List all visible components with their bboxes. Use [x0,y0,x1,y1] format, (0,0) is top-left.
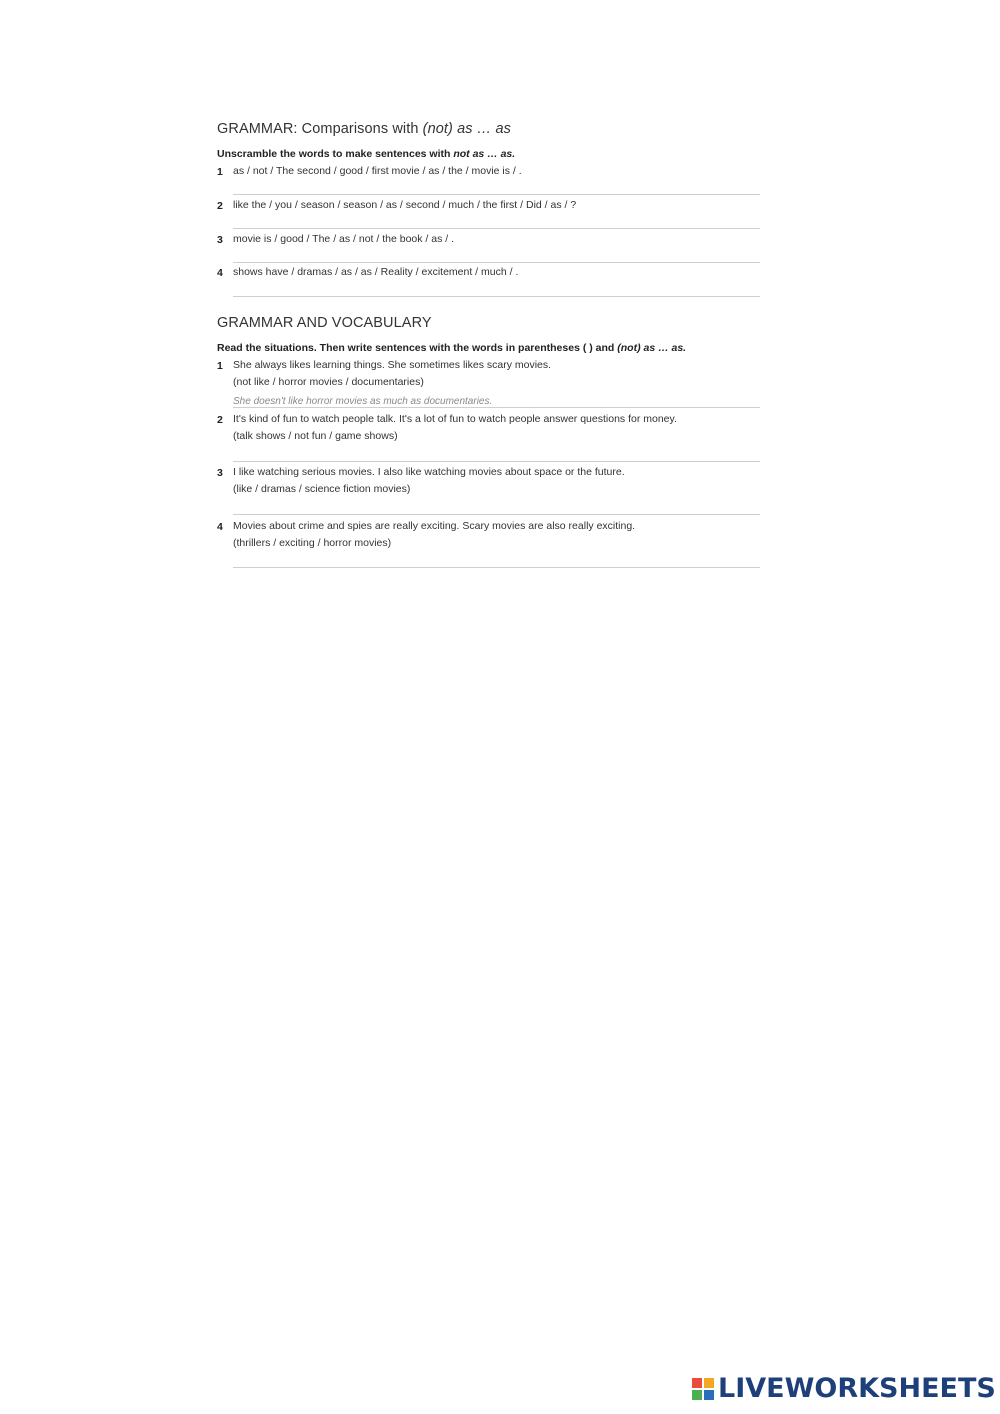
section-2-instruction [217,342,686,354]
s1-item-2-answer-line[interactable] [233,228,760,229]
liveworksheets-wordmark: LIVEWORKSHEETS [718,1373,996,1404]
s2-item-1-number: 1 [217,360,223,372]
s1-item-3-number: 3 [217,234,223,246]
s2-item-3-prompt: (like / dramas / science fiction movies) [233,483,411,495]
s2-item-4-answer-line[interactable] [233,567,760,568]
logo-square-1 [692,1378,702,1388]
liveworksheets-logo-icon [692,1378,714,1400]
logo-square-2 [704,1378,714,1388]
s1-item-4-answer-line[interactable] [233,296,760,297]
logo-square-3 [692,1390,702,1400]
s2-item-3-answer-line[interactable] [233,514,760,515]
s2-item-1-answer-line [233,407,760,408]
section-1-instruction-italic: not as … as. [453,148,516,160]
s1-item-2-text: like the / you / season / season / as / second / much / the first / Did / as / ? [233,199,577,211]
section-2-title: GRAMMAR AND VOCABULARY [217,315,432,331]
s1-item-2-number: 2 [217,200,223,212]
s1-item-4-number: 4 [217,267,223,279]
section-1-instruction [217,148,515,160]
s2-item-2-answer-line[interactable] [233,461,760,462]
s2-item-1-prompt: (not like / horror movies / documentaries) [233,376,424,388]
s1-item-4-text: shows have / dramas / as / as / Reality / excitement / much / . [233,266,519,278]
s1-item-3-answer-line[interactable] [233,262,760,263]
s2-item-2-situation: It's kind of fun to watch people talk. It's a lot of fun to watch people answer questions for money. [233,413,677,425]
s2-item-4-number: 4 [217,521,223,533]
section-1-title [217,121,511,137]
s1-item-1-text: as / not / The second / good / first movie / as / the / movie is / . [233,165,522,177]
s2-item-1-example-answer: She doesn't like horror movies as much as documentaries. [233,396,493,407]
s1-item-3-text: movie is / good / The / as / not / the book / as / . [233,233,455,245]
s2-item-3-situation: I like watching serious movies. I also like watching movies about space or the future. [233,466,625,478]
logo-square-4 [704,1390,714,1400]
section-1-title-main: GRAMMAR: Comparisons with [217,121,423,137]
s2-item-4-situation: Movies about crime and spies are really exciting. Scary movies are also really exciting. [233,520,636,532]
s1-item-1-number: 1 [217,166,223,178]
s2-item-2-prompt: (talk shows / not fun / game shows) [233,430,398,442]
s1-item-1-answer-line[interactable] [233,194,760,195]
s2-item-1-situation: She always likes learning things. She sometimes likes scary movies. [233,359,552,371]
s2-item-2-number: 2 [217,414,223,426]
s2-item-3-number: 3 [217,467,223,479]
section-1-title-italic: (not) as … as [422,121,511,137]
section-1-instruction-main: Unscramble the words to make sentences with [217,148,454,160]
liveworksheets-brand[interactable] [692,1374,996,1404]
s2-item-4-prompt: (thrillers / exciting / horror movies) [233,537,392,549]
section-2-instruction-italic: (not) as … as. [617,342,687,354]
section-2-instruction-main: Read the situations. Then write sentences with the words in parentheses ( ) and [217,342,618,354]
